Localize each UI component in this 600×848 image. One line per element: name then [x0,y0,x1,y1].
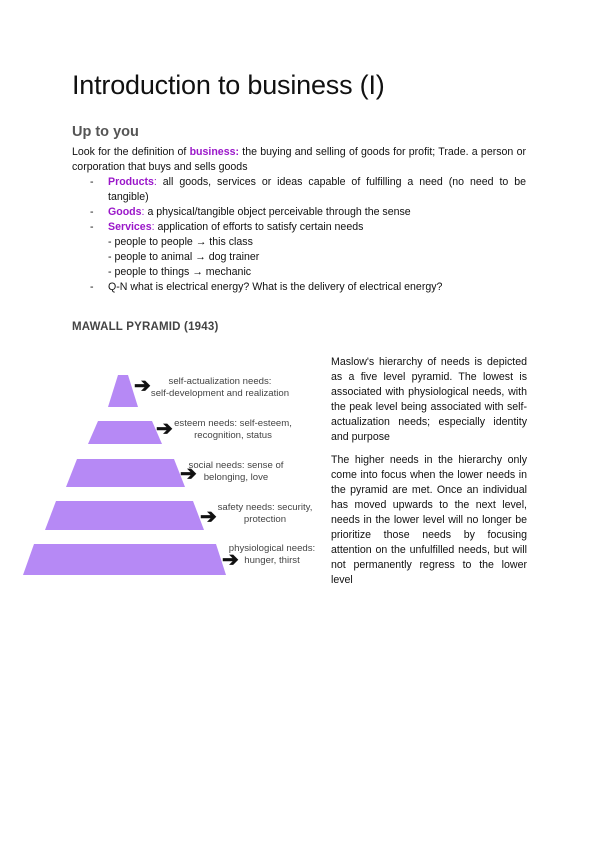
term-separator: : [151,221,155,233]
pyramid-tier-5 [23,544,226,575]
maslow-description [331,355,527,596]
term-separator: : [141,206,145,218]
page-title: Introduction to business (I) [72,70,385,100]
tier-label-line: esteem needs: self-esteem, [174,418,292,429]
question-text: Q-N what is electrical energy? What is the delivery of electrical energy? [108,281,443,293]
tier-label-line: self-actualization needs: [168,376,272,387]
tier-label-line: safety needs: security, [217,502,313,513]
definition-goods: a physical/tangible object perceivable through the sense [144,206,411,218]
arrow-icon: ➔ [180,463,197,485]
pyramid-tier-4 [45,501,204,530]
pyramid-tier-3 [66,459,185,487]
services-example-people: - people to people → this class [108,236,253,248]
bullet-dash: - [90,176,94,188]
services-example-animal: - people to animal → dog trainer [108,251,260,263]
tier-label-social [186,460,286,484]
arrow-icon: ➔ [134,375,151,397]
tier-label-physiological [226,543,318,567]
maslow-pyramid [0,370,330,580]
bullet-dash: - [90,221,94,233]
bullet-dash: - [90,281,94,293]
term-goods: Goods [108,206,142,218]
arrow-icon: ➔ [200,506,217,528]
tier-label-esteem [168,418,298,442]
tier-label-line: belonging, love [203,472,269,483]
pyramid-heading: MAWALL PYRAMID (1943) [72,321,219,333]
tier-label-line: self-development and realization [150,388,290,399]
term-separator: : [153,176,157,188]
list-item-question [90,280,526,295]
description-paragraph-1: Maslow's hierarchy of needs is depicted as a five level pyramid. The lowest is associated with physiological needs, with the peak level being associated with self- actualization needs; especially identity and purpose [331,356,527,443]
keyword-business: business [189,146,236,158]
tier-label-line: hunger, thirst [244,555,300,566]
tier-label-line: social needs: sense of [188,460,284,471]
intro-prefix: Look for the definition of [72,146,190,158]
arrow-icon: ➔ [156,418,173,440]
definition-products: all goods, services or ideas capable of fulfilling a need (no need to be tangible) [108,176,526,203]
intro-definition: the buying and selling of goods for profit; Trade. a person or corporation that buys and sells goods [72,146,526,173]
tier-label-self-actualization [150,376,290,400]
section-subtitle: Up to you [72,124,139,140]
intro-paragraph [72,145,526,175]
services-example-things: - people to things → mechanic [108,266,252,278]
definition-services: application of efforts to satisfy certain needs [154,221,364,233]
bullet-dash: - [90,206,94,218]
keyword-colon: : [235,146,240,158]
list-item-products [90,175,526,205]
description-paragraph-2: The higher needs in the hierarchy only come into focus when the lower needs in the pyramid are met. Once an individual has moved upwards to the next level, needs in the lower level will no longer be prioritize those needs by focusing attention on the unfulfilled needs, but will not permanently regress to the lower level [331,454,527,586]
term-products: Products [108,176,154,188]
term-services: Services [108,221,152,233]
tier-label-line: recognition, status [194,430,272,441]
arrow-icon: ➔ [222,549,239,571]
pyramid-tier-2 [88,421,162,444]
tier-label-line: physiological needs: [228,543,316,554]
tier-label-line: protection [243,514,287,525]
list-item-services [90,220,526,280]
list-item-goods [90,205,526,220]
tier-label-safety [212,502,318,526]
definitions-list [90,175,526,295]
